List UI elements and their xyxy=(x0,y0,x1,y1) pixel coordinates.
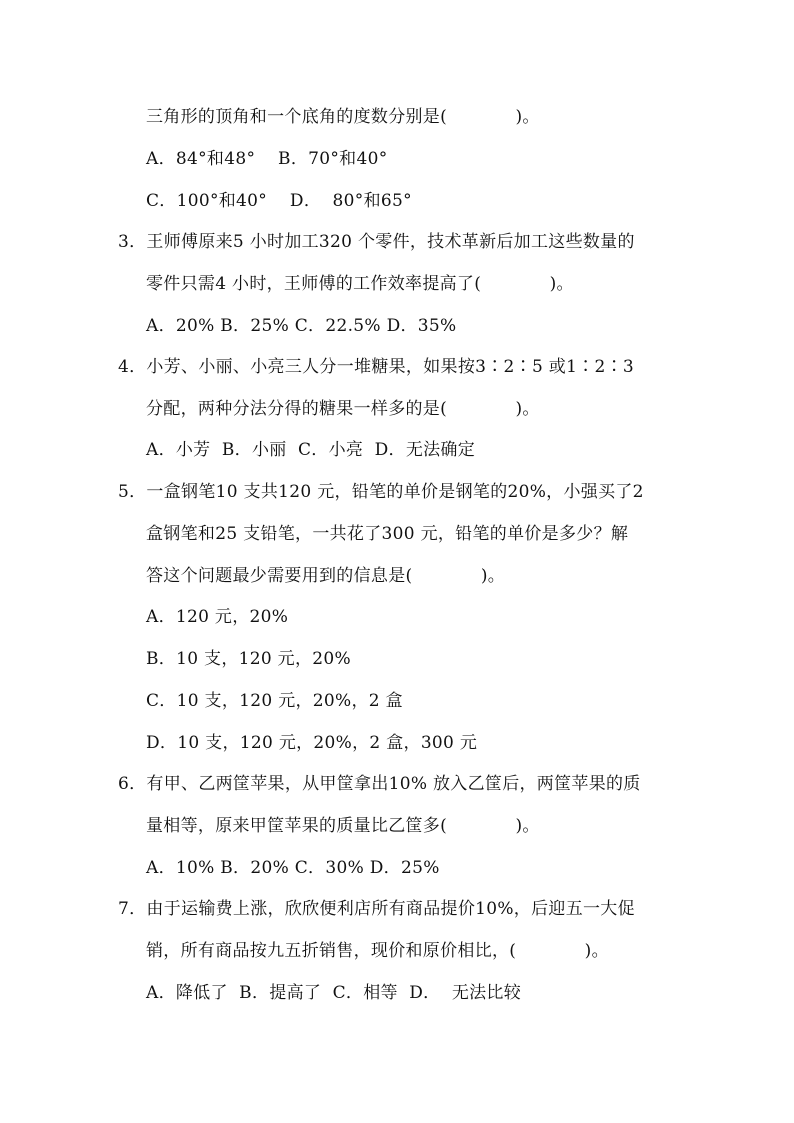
question-7-options: A．降低了 B．提高了 C．相等 D． 无法比较 xyxy=(146,983,522,1003)
question-4-stem-line-1: 4．小芳、小丽、小亮三人分一堆糖果，如果按3∶2∶5 或1∶2∶3 xyxy=(118,357,635,377)
question-5-stem-line-1: 5．一盒钢笔10 支共120 元，铅笔的单价是钢笔的20%，小强买了2 xyxy=(118,482,644,502)
question-5-option-c: C．10 支，120 元，20%，2 盒 xyxy=(146,691,403,711)
question-5-option-a: A．120 元，20% xyxy=(146,607,289,627)
question-2-stem-continued: 三角形的顶角和一个底角的度数分别是( )。 xyxy=(146,107,540,127)
question-5-option-b: B．10 支，120 元，20% xyxy=(146,649,351,669)
question-5-stem-line-3: 答这个问题最少需要用到的信息是( )。 xyxy=(146,566,506,586)
question-2-options-a-b: A．84°和48° B．70°和40° xyxy=(146,149,388,169)
question-3-stem-line-1: 3．王师傅原来5 小时加工320 个零件，技术革新后加工这些数量的 xyxy=(118,232,635,252)
question-6-stem-line-1: 6．有甲、乙两筐苹果，从甲筐拿出10% 放入乙筐后，两筐苹果的质 xyxy=(118,774,641,794)
question-5-option-d: D．10 支，120 元，20%，2 盒，300 元 xyxy=(146,733,478,753)
question-3-stem-line-2: 零件只需4 小时，王师傅的工作效率提高了( )。 xyxy=(146,274,574,294)
question-3-options: A．20% B．25% C．22.5% D．35% xyxy=(146,316,457,336)
question-4-stem-line-2: 分配，两种分法分得的糖果一样多的是( )。 xyxy=(146,399,540,419)
question-7-stem-line-2: 销，所有商品按九五折销售，现价和原价相比，( )。 xyxy=(146,941,609,961)
question-5-stem-line-2: 盒钢笔和25 支铅笔，一共花了300 元，铅笔的单价是多少？解 xyxy=(146,524,629,544)
question-2-options-c-d: C．100°和40° D． 80°和65° xyxy=(146,191,412,211)
question-4-options: A．小芳 B．小丽 C．小亮 D．无法确定 xyxy=(146,440,476,460)
question-6-options: A．10% B．20% C．30% D．25% xyxy=(146,858,440,878)
question-7-stem-line-1: 7．由于运输费上涨，欣欣便利店所有商品提价10%，后迎五一大促 xyxy=(118,899,635,919)
question-6-stem-line-2: 量相等，原来甲筐苹果的质量比乙筐多( )。 xyxy=(146,816,540,836)
